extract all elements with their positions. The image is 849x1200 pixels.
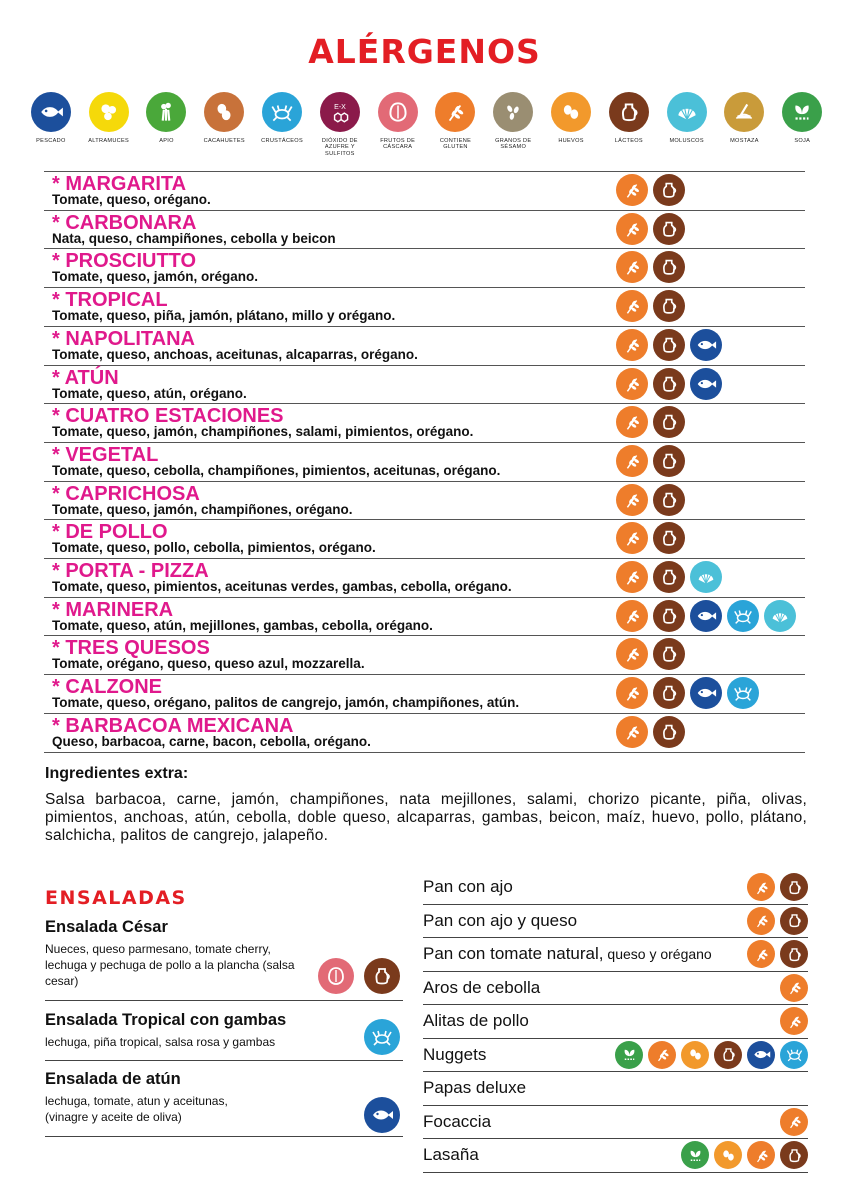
legend-item-moluscos	[658, 92, 716, 157]
row-divider	[423, 904, 808, 905]
legend-label: SOJA	[794, 138, 811, 144]
legend-item-lacteos	[600, 92, 658, 157]
pizza-ingredients: Tomate, queso, orégano.	[52, 192, 211, 207]
side-item-name: Aros de cebolla	[423, 977, 541, 997]
pizza-name: * BARBACOA MEXICANA	[52, 714, 294, 737]
side-item	[423, 911, 577, 931]
row-divider	[44, 752, 805, 753]
side-allergens	[780, 1007, 808, 1035]
wheat-icon	[616, 251, 648, 283]
pizza-ingredients: Queso, barbacoa, carne, bacon, cebolla, orégano.	[52, 733, 371, 749]
extras-heading: Ingredientes extra:	[45, 765, 189, 782]
row-divider	[44, 403, 805, 404]
row-divider	[44, 597, 805, 598]
legend-label: CONTIENE GLUTEN	[439, 138, 472, 151]
wheat-icon	[616, 484, 648, 516]
pizza-allergens	[616, 638, 685, 670]
soy-icon	[782, 92, 822, 132]
pizza-allergens	[616, 716, 685, 748]
pizza-ingredients: Tomate, queso, pimientos, aceitunas verdes, gambas, cebolla, orégano.	[52, 579, 512, 594]
row-divider	[423, 1138, 808, 1139]
side-item	[423, 1045, 486, 1065]
pizza-allergens	[616, 484, 685, 516]
side-item	[423, 1112, 491, 1132]
wheat-icon	[616, 445, 648, 477]
legend-item-gluten	[427, 92, 485, 157]
side-item	[423, 1011, 529, 1031]
row-divider	[44, 326, 805, 327]
pizza-ingredients: Tomate, orégano, queso, queso azul, mozzarella.	[52, 656, 365, 672]
soy-icon	[681, 1141, 709, 1169]
milk-icon	[653, 213, 685, 245]
milk-icon	[653, 368, 685, 400]
legend-label: LÁCTEOS	[614, 138, 643, 144]
pizza-name: * NAPOLITANA	[52, 327, 195, 350]
wheat-icon	[616, 406, 648, 438]
pizza-ingredients: Tomate, queso, atún, mejillones, gambas, cebolla, orégano.	[52, 617, 433, 633]
pizza-ingredients: Tomate, queso, atún, orégano.	[52, 385, 247, 401]
milk-icon	[780, 1141, 808, 1169]
legend-label: CRUSTÁCEOS	[261, 138, 303, 144]
fish-icon	[690, 329, 722, 361]
pizza-name: * CARBONARA	[52, 211, 197, 234]
row-divider	[45, 1060, 403, 1061]
soy-icon	[615, 1041, 643, 1069]
row-divider	[423, 1172, 808, 1173]
pizza-ingredients: Tomate, queso, piña, jamón, plátano, millo y orégano.	[52, 308, 396, 324]
salad-title: Ensalada Tropical con gambas	[45, 1011, 287, 1029]
wheat-icon	[435, 92, 475, 132]
legend-item-crustaceos	[253, 92, 311, 157]
row-divider	[44, 171, 805, 172]
fish-icon	[747, 1041, 775, 1069]
row-divider	[423, 1038, 808, 1039]
row-divider	[44, 674, 805, 675]
celery-icon	[146, 92, 186, 132]
milk-icon	[653, 251, 685, 283]
wheat-icon	[780, 974, 808, 1002]
fish-icon	[690, 600, 722, 632]
pizza-allergens	[616, 406, 685, 438]
row-divider	[423, 1105, 808, 1106]
svg-text:E-X: E-X	[334, 103, 346, 111]
crab-icon	[780, 1041, 808, 1069]
wheat-icon	[747, 1141, 775, 1169]
crab-icon	[364, 1019, 400, 1055]
salad-title: Ensalada de atún	[45, 1070, 181, 1088]
milk-icon	[653, 484, 685, 516]
pizza-name: * MARGARITA	[52, 173, 187, 195]
salad-description: lechuga, piña tropical, salsa rosa y gambas	[45, 1035, 276, 1049]
wheat-icon	[616, 290, 648, 322]
side-item-name: Pan con ajo	[423, 877, 513, 896]
side-item-name: Nuggets	[423, 1044, 487, 1064]
legend-label: MOSTAZA	[730, 138, 759, 144]
pizza-ingredients: Nata, queso, champiñones, cebolla y beicon	[52, 230, 336, 246]
row-divider	[423, 937, 808, 938]
milk-icon	[653, 600, 685, 632]
wheat-icon	[616, 368, 648, 400]
salad-title: Ensalada César	[45, 918, 168, 936]
wheat-icon	[747, 907, 775, 935]
wheat-icon	[616, 213, 648, 245]
pizza-allergens	[616, 600, 796, 632]
milk-icon	[714, 1041, 742, 1069]
egg-icon	[551, 92, 591, 132]
pizza-ingredients: Tomate, queso, orégano, palitos de cangrejo, jamón, champiñones, atún.	[52, 695, 520, 711]
fish-icon	[690, 677, 722, 709]
wheat-icon	[616, 329, 648, 361]
page-title: ALÉRGENOS	[308, 32, 541, 71]
sulphite-icon	[320, 92, 360, 132]
side-item-name: Lasaña	[423, 1145, 479, 1164]
milk-icon	[653, 406, 685, 438]
pizza-name: * VEGETAL	[52, 443, 159, 466]
legend-label: PESCADO	[36, 138, 66, 144]
shell-icon	[690, 561, 722, 593]
legend-item-apio	[138, 92, 196, 157]
milk-icon	[653, 329, 685, 361]
side-allergens	[615, 1041, 808, 1069]
row-divider	[44, 635, 805, 636]
pizza-allergens	[616, 445, 685, 477]
allergen-legend	[22, 92, 832, 157]
nut-icon	[378, 92, 418, 132]
row-divider	[44, 713, 805, 714]
pizza-name: * TROPICAL	[52, 289, 168, 312]
salad-description: lechuga, tomate, atun y aceitunas, (vinagre y aceite de oliva)	[45, 1094, 228, 1124]
pizza-allergens	[616, 213, 685, 245]
salad-description: Nueces, queso parmesano, tomate cherry, lechuga y pechuga de pollo a la plancha (salsa cesar)	[45, 942, 295, 988]
wheat-icon	[780, 1007, 808, 1035]
extras-text: Salsa barbacoa, carne, jamón, champiñones, nata mejillones, salami, chorizo picante, piña, olivas, pimientos, anchoas, atún, cebolla, doble queso, alcaparras, gambas, beicon, maíz, huevo, pollo, plátano, salchicha, palitos de cangrejo, jalapeño.	[45, 791, 807, 844]
pizza-ingredients: Tomate, queso, anchoas, aceitunas, alcaparras, orégano.	[52, 346, 418, 362]
pizza-allergens	[616, 677, 759, 709]
salad-allergens	[364, 1097, 400, 1133]
legend-label: ALTRAMUCES	[88, 138, 130, 144]
shell-icon	[667, 92, 707, 132]
row-divider	[44, 519, 805, 520]
row-divider	[423, 971, 808, 972]
wheat-icon	[747, 873, 775, 901]
row-divider	[45, 1000, 403, 1001]
side-allergens	[681, 1141, 808, 1169]
legend-label: CACAHUETES	[203, 138, 245, 144]
milk-icon	[653, 638, 685, 670]
wheat-icon	[747, 940, 775, 968]
pizza-ingredients: Tomate, queso, jamón, champiñones, orégano.	[52, 501, 353, 517]
pizza-allergens	[616, 174, 685, 206]
side-item	[423, 944, 712, 964]
wheat-icon	[616, 561, 648, 593]
side-allergens	[747, 873, 808, 901]
legend-item-dioxido	[311, 92, 369, 157]
wheat-icon	[616, 677, 648, 709]
pizza-name: * ATÚN	[52, 366, 119, 389]
crab-icon	[727, 600, 759, 632]
legend-label: APIO	[159, 138, 174, 144]
pizza-name: * TRES QUESOS	[52, 637, 210, 660]
wheat-icon	[616, 600, 648, 632]
side-item	[423, 877, 513, 897]
salads-heading: ENSALADAS	[45, 887, 187, 909]
lupin-icon	[89, 92, 129, 132]
pizza-ingredients: Tomate, queso, jamón, champiñones, salami, pimientos, orégano.	[52, 424, 474, 440]
side-item	[423, 1078, 526, 1098]
legend-item-sesamo	[484, 92, 542, 157]
milk-icon	[364, 958, 400, 994]
pizza-name: * MARINERA	[52, 598, 174, 621]
side-item-name: Alitas de pollo	[423, 1011, 529, 1030]
salad-allergens	[364, 1019, 400, 1055]
wheat-icon	[616, 174, 648, 206]
pizza-name: * PROSCIUTTO	[52, 250, 197, 273]
fish-icon	[31, 92, 71, 132]
row-divider	[44, 210, 805, 211]
milk-icon	[780, 873, 808, 901]
salad-allergens	[318, 958, 400, 994]
milk-icon	[653, 445, 685, 477]
wheat-icon	[648, 1041, 676, 1069]
legend-label: MOLUSCOS	[669, 138, 704, 144]
pizza-allergens	[616, 290, 685, 322]
legend-item-huevos	[542, 92, 600, 157]
side-item-name: Focaccia	[423, 1111, 492, 1131]
side-allergens	[780, 1108, 808, 1136]
row-divider	[423, 1004, 808, 1005]
pizza-name: * PORTA - PIZZA	[52, 560, 209, 582]
milk-icon	[653, 561, 685, 593]
pizza-allergens	[616, 368, 722, 400]
milk-icon	[653, 290, 685, 322]
pizza-allergens	[616, 251, 685, 283]
milk-icon	[609, 92, 649, 132]
shell-icon	[764, 600, 796, 632]
side-item-name: Pan con ajo y queso	[423, 910, 578, 930]
crab-icon	[262, 92, 302, 132]
row-divider	[44, 248, 805, 249]
pizza-ingredients: Tomate, queso, pollo, cebolla, pimientos, orégano.	[52, 540, 376, 556]
row-divider	[45, 1136, 403, 1137]
pizza-allergens	[616, 522, 685, 554]
mustard-icon	[724, 92, 764, 132]
pizza-ingredients: Tomate, queso, cebolla, champiñones, pimientos, aceitunas, orégano.	[52, 462, 501, 478]
side-item-extra: queso y orégano	[603, 946, 712, 962]
legend-item-pescado	[22, 92, 80, 157]
sesame-icon	[493, 92, 533, 132]
legend-label: GRANOS DE SÉSAMO	[495, 138, 532, 151]
legend-item-frutos	[369, 92, 427, 157]
side-item-name: Papas deluxe	[423, 1078, 527, 1097]
milk-icon	[653, 522, 685, 554]
row-divider	[423, 1071, 808, 1072]
egg-icon	[714, 1141, 742, 1169]
legend-label: FRUTOS DE CÁSCARA	[380, 138, 416, 151]
pizza-allergens	[616, 561, 722, 593]
pizza-name: * DE POLLO	[52, 521, 168, 544]
wheat-icon	[780, 1108, 808, 1136]
side-allergens	[747, 940, 808, 968]
legend-label: HUEVOS	[558, 138, 584, 144]
side-item	[423, 1145, 479, 1165]
wheat-icon	[616, 522, 648, 554]
milk-icon	[653, 174, 685, 206]
crab-icon	[727, 677, 759, 709]
side-allergens	[780, 974, 808, 1002]
pizza-name: * CALZONE	[52, 676, 162, 699]
milk-icon	[653, 716, 685, 748]
legend-item-altramuces	[80, 92, 138, 157]
row-divider	[44, 287, 805, 288]
row-divider	[44, 442, 805, 443]
pizza-name: * CUATRO ESTACIONES	[52, 405, 284, 428]
legend-label: DIÓXIDO DE AZUFRE Y SULFITOS	[321, 138, 358, 157]
side-allergens	[747, 907, 808, 935]
row-divider	[44, 365, 805, 366]
pizza-allergens	[616, 329, 722, 361]
pizza-ingredients: Tomate, queso, jamón, orégano.	[52, 269, 259, 285]
side-item	[423, 978, 540, 998]
side-item-name: Pan con tomate natural,	[423, 944, 604, 963]
fish-icon	[364, 1097, 400, 1133]
peanut-icon	[204, 92, 244, 132]
pizza-name: * CAPRICHOSA	[52, 482, 200, 505]
legend-item-soja	[773, 92, 831, 157]
legend-item-cacahuetes	[195, 92, 253, 157]
legend-item-mostaza	[716, 92, 774, 157]
milk-icon	[780, 940, 808, 968]
milk-icon	[780, 907, 808, 935]
wheat-icon	[616, 716, 648, 748]
nut-icon	[318, 958, 354, 994]
wheat-icon	[616, 638, 648, 670]
fish-icon	[690, 368, 722, 400]
row-divider	[44, 558, 805, 559]
milk-icon	[653, 677, 685, 709]
egg-icon	[681, 1041, 709, 1069]
row-divider	[44, 481, 805, 482]
